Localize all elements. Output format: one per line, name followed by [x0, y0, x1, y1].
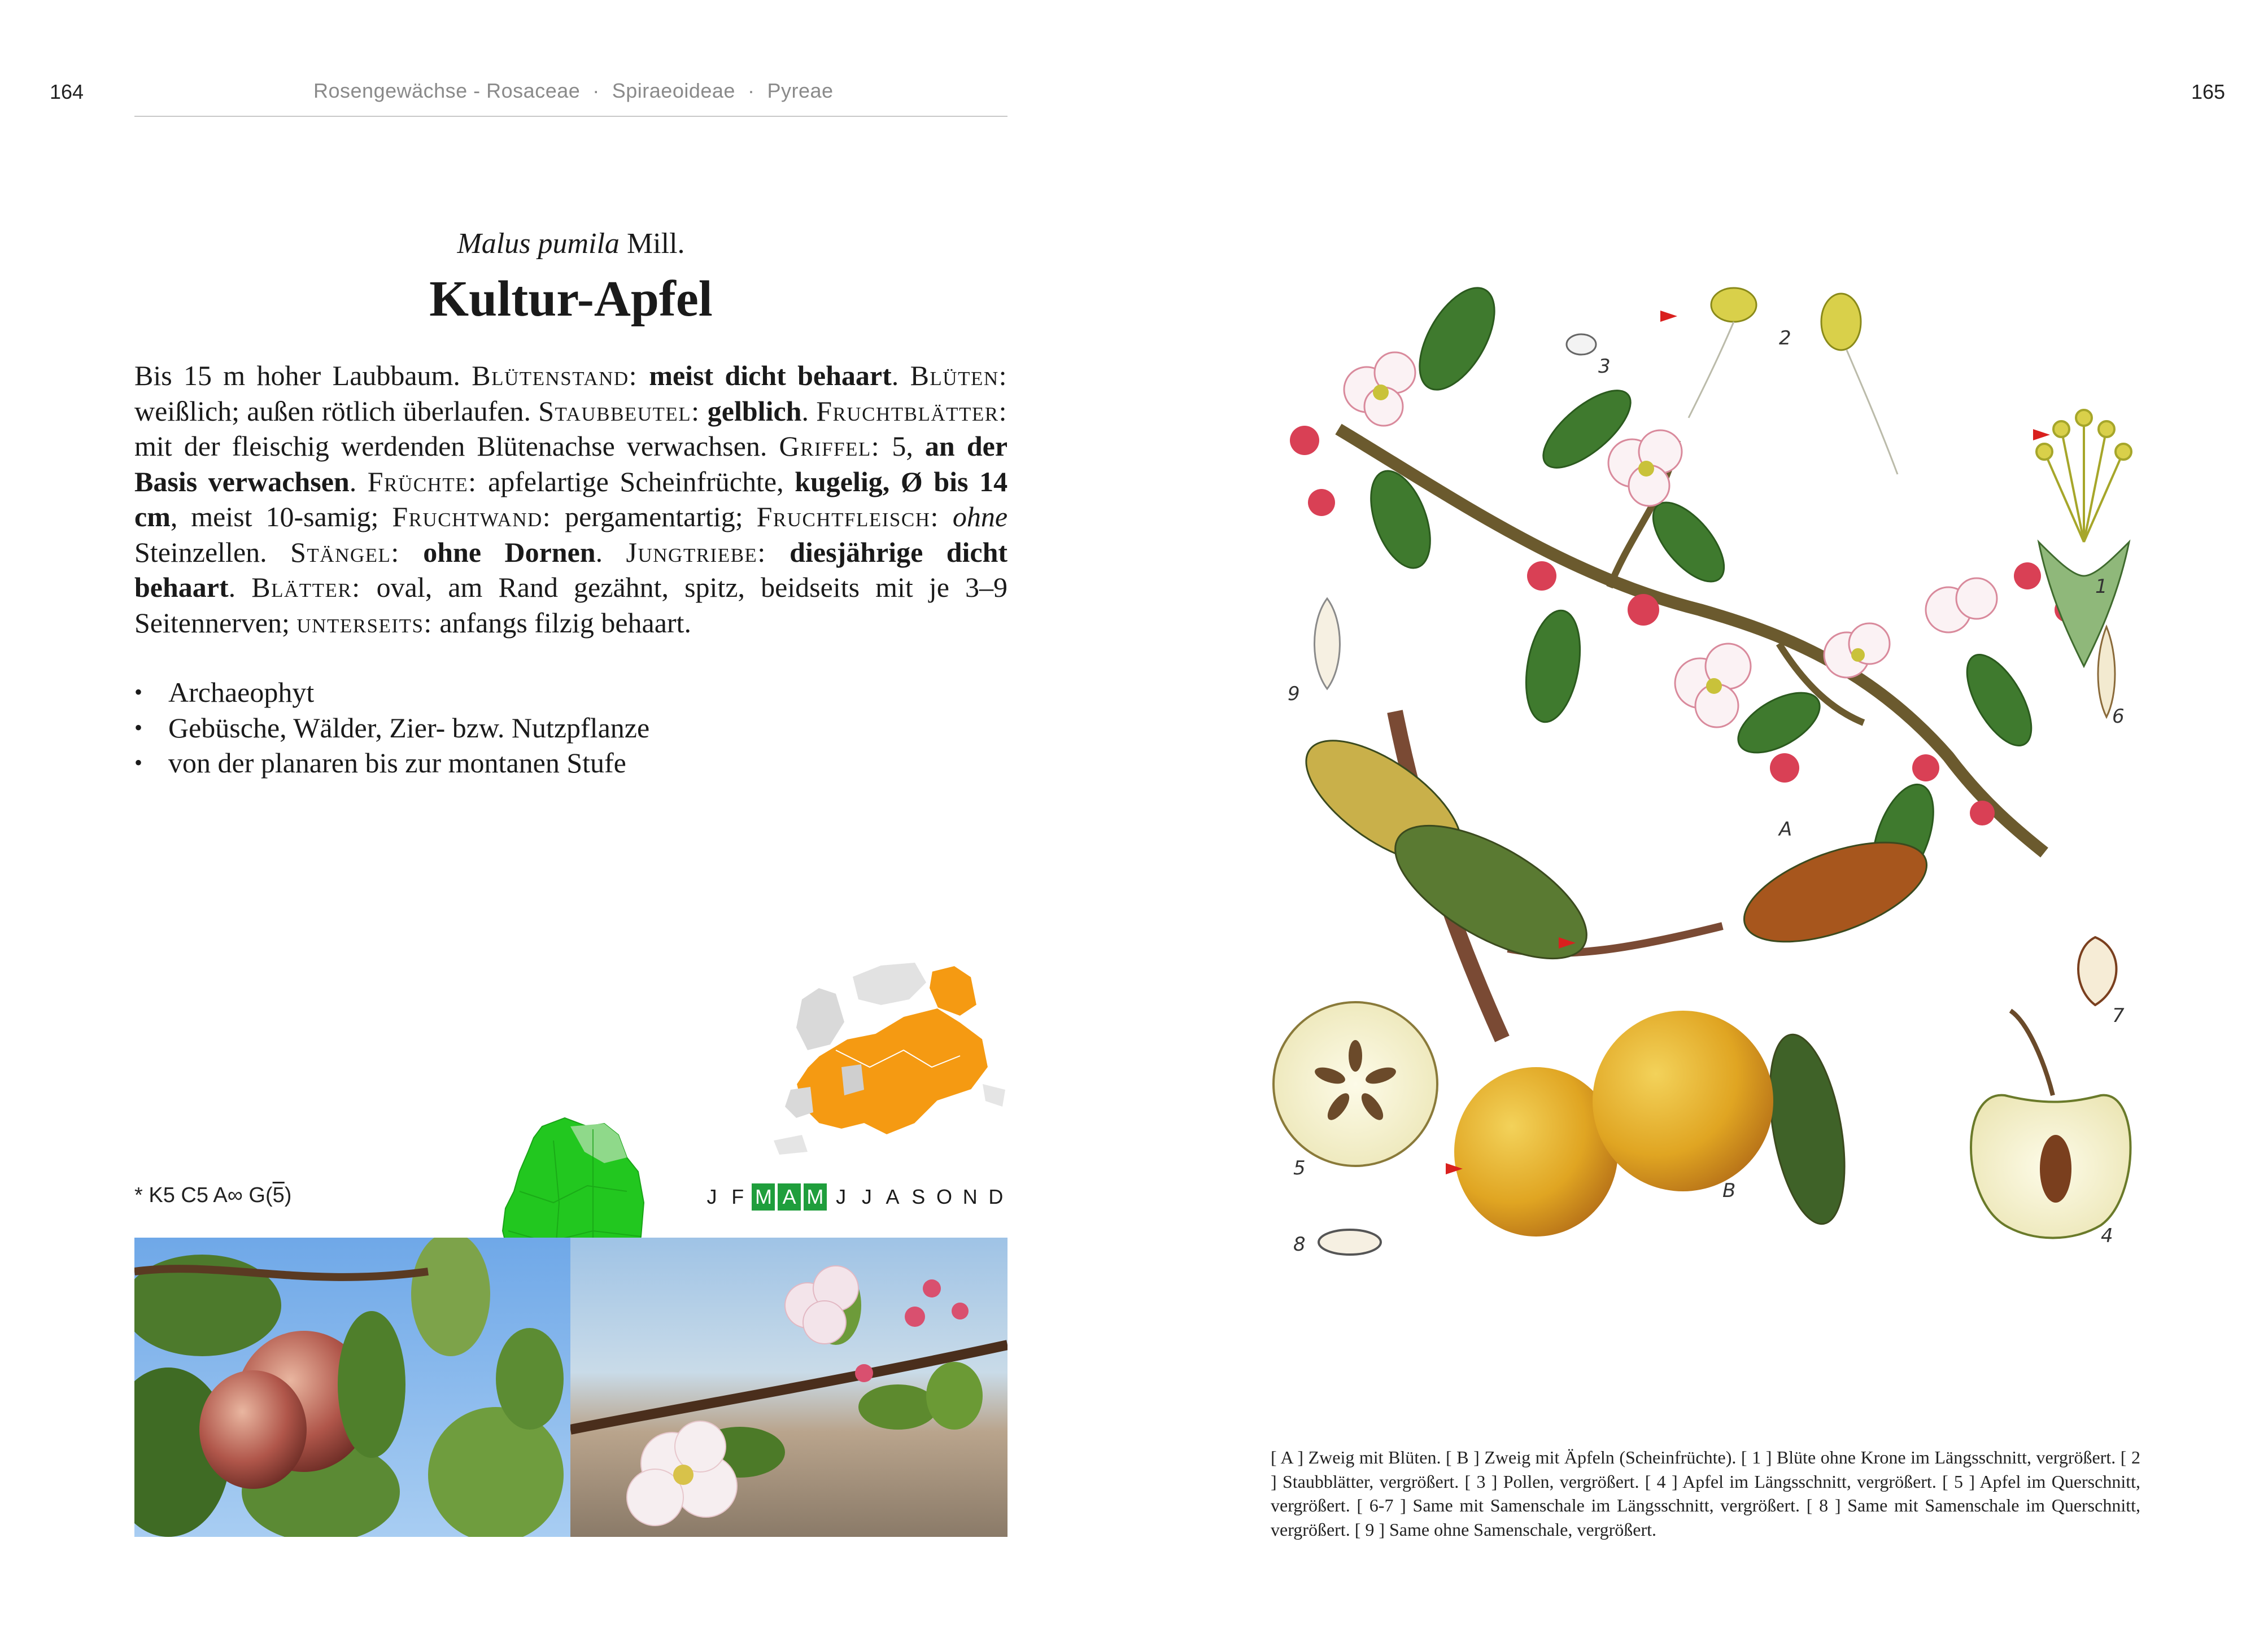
header-rule [134, 116, 1007, 117]
figure-label-B: B [1722, 1179, 1736, 1202]
seed-cross-section [1319, 1230, 1381, 1255]
desc-label: Fruchtwand: [392, 501, 552, 532]
seed [2040, 1135, 2071, 1203]
desc-label: Blütenstand: [472, 360, 638, 391]
crumb-separator: · [592, 79, 600, 102]
desc-key-trait: gelblich [707, 395, 802, 427]
month-5: M [804, 1183, 827, 1211]
habitat-list [134, 675, 1007, 781]
figure-label-6: 6 [2112, 705, 2125, 728]
author: Mill. [626, 228, 685, 260]
apple-stem [2010, 1011, 2053, 1095]
desc-label: Früchte: [367, 465, 477, 497]
leaf [496, 1328, 564, 1430]
flowering-branch [1338, 429, 2044, 853]
month-2: F [731, 1185, 744, 1208]
crumb-family: Rosengewächse - Rosaceae [313, 79, 581, 102]
page-number-right: 165 [2191, 80, 2226, 103]
crumb-separator: · [747, 79, 755, 102]
desc-value: anfangs filzig behaart. [439, 606, 691, 639]
photo-fruit-drawing [134, 1238, 570, 1537]
map-region-grey [796, 988, 844, 1050]
list-item: • von der planaren bis zur montanen Stufe [134, 745, 1007, 781]
leaf [926, 1362, 983, 1430]
desc-key-trait: diesjährige dicht behaart [134, 536, 1008, 603]
list-item: • Archaeophyt [134, 675, 1007, 710]
month-11: N [962, 1185, 978, 1208]
desc-label: Fruchtblätter: [816, 395, 1008, 427]
figure-caption: [ A ] Zweig mit Blüten. [ B ] Zweig mit Äpfeln (Scheinfrüchte). [ 1 ] Blüte ohne Krone im Längsschnitt, vergrößert. [ 2 ] Staubblätter, vergrößert. [ 3 ] Pollen, vergrößert. [ 4 ] Apfel im Längsschnitt, vergrößert. [ 5 ] Apfel im Querschnitt, vergrößert. [ 6-7 ] Same mit Samenschale im Längsschnitt, vergrößert. [ 8 ] Same mit Samenschale im Querschnitt, vergrößert. [ 9 ] Same ohne Samenschale, vergrößert. [1271, 1447, 2140, 1540]
desc-label: Stängel: [290, 536, 400, 568]
leaves [1359, 276, 2044, 894]
figure-label-9: 9 [1288, 683, 1300, 705]
desc-value: , meist 10-samig; [170, 501, 379, 532]
month-8: A [886, 1185, 900, 1208]
europe-distribution-map [768, 954, 1011, 1160]
figure-label-3: 3 [1598, 355, 1611, 378]
crumb-tribe: Pyreae [767, 79, 834, 102]
month-6: J [836, 1185, 847, 1208]
month-9: S [911, 1185, 926, 1208]
stamens [2036, 410, 2131, 542]
month-4: A [778, 1183, 801, 1211]
desc-value: mit der fleischig werdenden Blütenachse verwachsen. [134, 430, 767, 462]
month-12: D [988, 1185, 1004, 1208]
figure-label-1: 1 [2095, 575, 2108, 598]
flower-section [2039, 542, 2129, 666]
figure-label-8: 8 [1293, 1233, 1306, 1256]
page-number-left: 164 [50, 80, 84, 103]
desc-key-trait: kugelig, Ø bis 14 cm [134, 465, 1008, 532]
seed-naked [1315, 598, 1340, 689]
apple [199, 1370, 307, 1489]
scientific-name [134, 227, 1007, 260]
figure-label-A: A [1779, 818, 1792, 841]
apple-cross-section [1273, 1002, 1437, 1166]
filament [1689, 322, 1734, 418]
map-region-grey [983, 1084, 1005, 1107]
binomial: Malus pumila [457, 228, 620, 260]
crumb-subfamily: Spiraeoideae [612, 79, 735, 102]
desc-label: unterseits: [296, 606, 433, 639]
map-region-grey [853, 963, 926, 1005]
month-7: J [861, 1185, 872, 1208]
desc-label: Staubbeutel: [538, 395, 700, 427]
desc-value: weißlich; außen rötlich überlaufen. [134, 395, 531, 427]
figure-label-4: 4 [2101, 1225, 2113, 1247]
common-name: Kultur-Apfel [429, 271, 713, 327]
desc-value: pergamentartig; [565, 501, 743, 532]
desc-emphasis: ohne [952, 501, 1008, 532]
list-item: • Gebüsche, Wälder, Zier- bzw. Nutzpflanze [134, 710, 1007, 746]
desc-label: Blätter: [251, 571, 361, 603]
species-description: Bis 15 m hoher Laubbaum. Blütenstand: meist dicht behaart. Blüten: weißlich; außen rötlich überlaufen. Staubbeutel: gelblich. Fruchtblätter: mit der fleischig werdenden Blütenachse verwachsen. Griffel: 5, an der Basis verwachsen. Früchte: apfelartige Scheinfrüchte, kugelig, Ø bis 14 cm, meist 10-samig; Fruchtwand: pergamentartig; Fruchtfleisch: ohne Steinzellen. Stängel: ohne Dornen. Jungtriebe: diesjährige dicht behaart. Blätter: oval, am Rand gezähnt, spitz, beidseits mit je 3–9 Seitennerven; unterseits: anfangs filzig behaart. [134, 360, 1008, 639]
desc-label: Blüten: [910, 360, 1008, 391]
pollen [1567, 334, 1596, 355]
formula-close: ) [284, 1183, 292, 1207]
botanical-illustration [1271, 260, 2146, 1259]
photo-apple-blossom [570, 1238, 1007, 1537]
apple-fruit [1593, 1011, 1773, 1191]
leaf [428, 1407, 564, 1537]
photo-apple-fruit [134, 1238, 570, 1537]
figure-label-2: 2 [1779, 327, 1791, 349]
leaf [411, 1238, 490, 1356]
flowering-months [700, 1183, 1007, 1211]
desc-label: Griffel: [779, 430, 880, 462]
figure-label-7: 7 [2112, 1004, 2125, 1027]
month-10: O [936, 1185, 952, 1208]
photo-blossom-drawing [570, 1238, 1007, 1537]
desc-intro: Bis 15 m hoher Laubbaum. [134, 360, 460, 391]
formula-overlined: 5 [272, 1183, 285, 1207]
blossom-center [673, 1465, 694, 1485]
desc-key-trait: meist dicht behaart [649, 360, 892, 391]
floral-formula [134, 1183, 291, 1208]
desc-value: Steinzellen. [134, 536, 267, 568]
desc-label: Fruchtfleisch: [756, 501, 939, 532]
desc-key-trait: ohne Dornen [423, 536, 596, 568]
month-3: M [752, 1183, 775, 1211]
seed-section [2098, 627, 2115, 717]
map-region-grey [785, 1087, 813, 1118]
desc-value: 5, [892, 430, 913, 462]
running-head [313, 79, 834, 103]
desc-value: apfelartige Scheinfrüchte, [488, 465, 784, 497]
map-region-grey [774, 1135, 808, 1155]
desc-key-trait: an der Basis verwachsen [134, 430, 1008, 497]
seed-section [2078, 937, 2117, 1005]
desc-value: oval, am Rand gezähnt, spitz, beidseits mit je 3–9 Seitennerven; [134, 571, 1007, 639]
filament [1847, 350, 1898, 474]
leaf [858, 1384, 937, 1430]
formula-text: * K5 C5 A∞ G( [134, 1183, 273, 1207]
desc-label: Jungtriebe: [626, 536, 766, 568]
figure-label-5: 5 [1293, 1157, 1306, 1179]
month-1: J [706, 1185, 717, 1208]
leaf [338, 1311, 405, 1458]
